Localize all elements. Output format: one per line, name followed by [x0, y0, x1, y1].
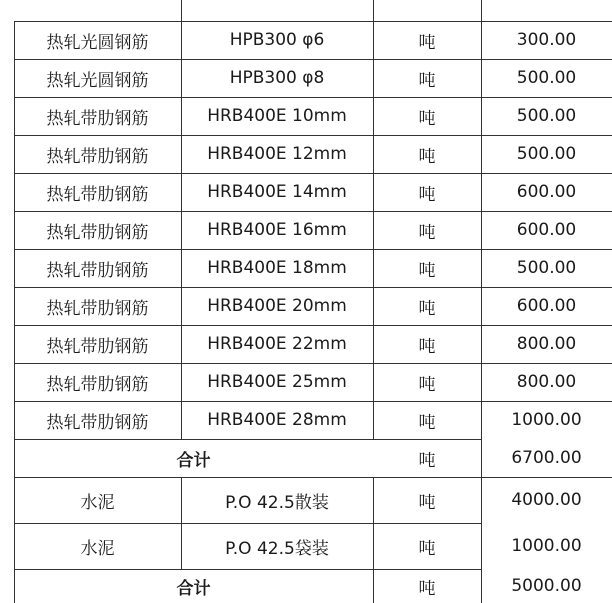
material-name-cell: 热轧带肋钢筋 [46, 260, 149, 281]
subtotal-unit: 吨 [418, 578, 436, 599]
spec-cell: HRB400E 20mm [207, 296, 347, 316]
material-name-cell: 热轧带肋钢筋 [46, 374, 149, 395]
unit-cell: 吨 [418, 412, 436, 433]
material-name-cell: 热轧光圆钢筋 [46, 70, 149, 91]
unit-cell: 吨 [418, 184, 436, 205]
quantity-cell: 500.00 [516, 68, 577, 88]
material-name-cell: 热轧带肋钢筋 [46, 222, 149, 243]
quantity-cell: 500.00 [516, 258, 577, 278]
material-name-cell: 热轧带肋钢筋 [46, 412, 149, 433]
spec-cell: HPB300 φ6 [229, 30, 325, 50]
material-name-cell: 水泥 [80, 492, 115, 513]
quantity-cell: 1000.00 [511, 536, 582, 556]
quantity-cell: 600.00 [516, 296, 577, 316]
quantity-cell: 500.00 [516, 106, 577, 126]
spec-cell: HRB400E 25mm [207, 372, 347, 392]
subtotal-unit: 吨 [418, 450, 436, 471]
unit-cell: 吨 [418, 336, 436, 357]
material-name-cell: 热轧带肋钢筋 [46, 108, 149, 129]
unit-cell: 吨 [418, 146, 436, 167]
quantity-cell: 1000.00 [511, 410, 582, 430]
spec-cell: P.O 42.5袋装 [225, 538, 329, 559]
quantity-cell: 600.00 [516, 220, 577, 240]
unit-cell: 吨 [418, 298, 436, 319]
spec-cell: HPB300 φ8 [229, 68, 325, 88]
material-name-cell: 热轧带肋钢筋 [46, 146, 149, 167]
unit-cell: 吨 [418, 108, 436, 129]
quantity-cell: 800.00 [516, 372, 577, 392]
material-name-cell: 热轧带肋钢筋 [46, 298, 149, 319]
subtotal-label: 合计 [176, 578, 211, 599]
unit-cell: 吨 [418, 538, 436, 559]
unit-cell: 吨 [418, 260, 436, 281]
material-name-cell: 热轧带肋钢筋 [46, 184, 149, 205]
quantity-cell: 800.00 [516, 334, 577, 354]
material-name-cell: 热轧带肋钢筋 [46, 336, 149, 357]
material-name-cell: 热轧光圆钢筋 [46, 32, 149, 53]
unit-cell: 吨 [418, 70, 436, 91]
quantity-cell: 4000.00 [511, 490, 582, 510]
material-name-cell: 水泥 [80, 538, 115, 559]
col-divider [481, 0, 482, 21]
unit-cell: 吨 [418, 492, 436, 513]
spec-cell: HRB400E 18mm [207, 258, 347, 278]
quantity-cell: 500.00 [516, 144, 577, 164]
col-divider [181, 0, 182, 21]
subtotal-quantity: 5000.00 [511, 576, 582, 596]
spec-cell: HRB400E 14mm [207, 182, 347, 202]
quantity-cell: 600.00 [516, 182, 577, 202]
spec-cell: HRB400E 22mm [207, 334, 347, 354]
spec-cell: HRB400E 10mm [207, 106, 347, 126]
subtotal-label: 合计 [176, 450, 211, 471]
unit-cell: 吨 [418, 222, 436, 243]
unit-cell: 吨 [418, 374, 436, 395]
unit-cell: 吨 [418, 32, 436, 53]
spec-cell: HRB400E 28mm [207, 410, 347, 430]
col-divider [373, 0, 374, 21]
spec-cell: HRB400E 16mm [207, 220, 347, 240]
spec-cell: P.O 42.5散装 [225, 492, 329, 513]
quantity-cell: 300.00 [516, 30, 577, 50]
spec-cell: HRB400E 12mm [207, 144, 347, 164]
subtotal-quantity: 6700.00 [511, 448, 582, 468]
